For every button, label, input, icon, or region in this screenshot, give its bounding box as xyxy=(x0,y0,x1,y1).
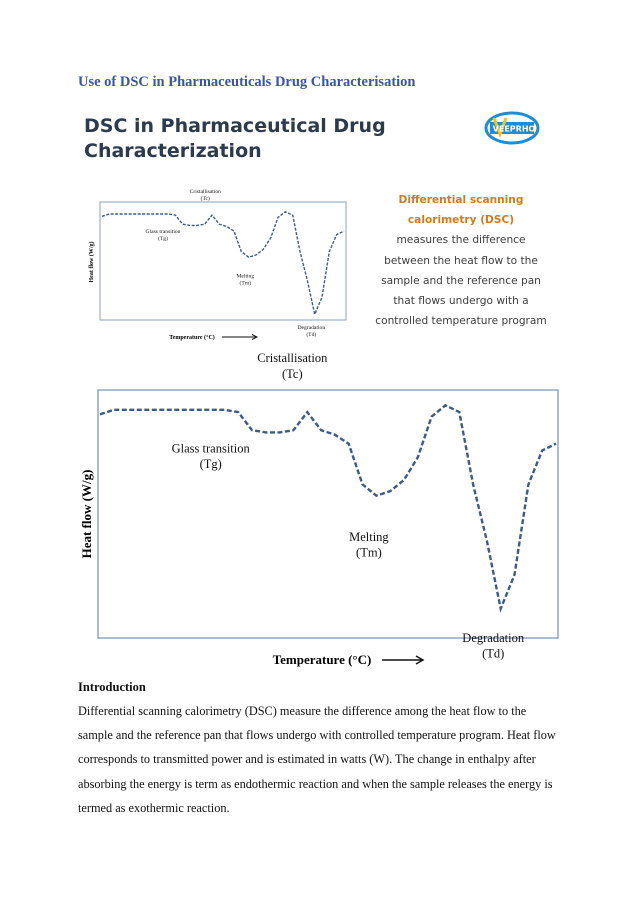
dsc-thermogram-large xyxy=(76,351,562,670)
annotation-label: Cristallisation xyxy=(257,351,328,366)
dsc-description xyxy=(374,190,548,331)
heat-flow-curve xyxy=(100,405,556,608)
chart-frame xyxy=(100,202,346,320)
annotation-symbol: (Tc) xyxy=(281,366,303,381)
annotation-symbol: (Tm) xyxy=(356,545,382,560)
chart-frame xyxy=(98,390,558,638)
y-axis-label: Heat flow (W/g) xyxy=(89,241,95,283)
veeprho-logo-icon xyxy=(484,108,540,148)
annotation-symbol: (Tg) xyxy=(199,457,222,472)
annotation-label: Degradation xyxy=(297,325,326,332)
introduction-heading: Introduction xyxy=(78,680,146,694)
dsc-thermogram-small xyxy=(82,188,352,346)
annotation-symbol: (Tm) xyxy=(239,280,252,287)
introduction-paragraph: Differential scanning calorimetry (DSC) measure the difference among the heat flow to the sample and the reference pan that flows undergo with controlled temperature program. Heat flow corresponds to transmitted power and is estimated in watts (W). The change in enthalpy after absorbing the energy is term as endothermic reaction and when the sample releases the energy is termed as exothermic reaction. xyxy=(78,704,556,815)
annotation-label: Glass transition xyxy=(145,229,181,236)
dsc-description-heading: Differential scanning calorimetry (DSC) xyxy=(398,194,524,227)
infographic-title: DSC in Pharmaceutical Drug Characterization xyxy=(84,115,386,162)
annotation-label: Glass transition xyxy=(171,441,250,456)
annotation-label: Degradation xyxy=(462,630,525,645)
dsc-description-body: measures the difference between the heat flow to the sample and the reference pan that flows undergo with a controlled temperature program xyxy=(375,234,547,328)
annotation-symbol: (Tc) xyxy=(200,195,210,202)
document-title: Use of DSC in Pharmaceuticals Drug Characterisation xyxy=(78,74,416,90)
annotation-label: Cristallisation xyxy=(189,188,221,195)
x-axis-label: Temperature (°C) xyxy=(272,652,372,667)
annotation-symbol: (Td) xyxy=(306,332,317,339)
annotation-label: Melting xyxy=(349,529,389,544)
y-axis-label: Heat flow (W/g) xyxy=(79,469,94,559)
annotation-symbol: (Td) xyxy=(482,646,505,661)
logo-text: VEEPRHO xyxy=(492,124,536,134)
annotation-symbol: (Tg) xyxy=(158,236,168,243)
x-axis-label: Temperature (°C) xyxy=(169,335,215,341)
heat-flow-curve xyxy=(102,212,344,315)
annotation-label: Melting xyxy=(236,273,255,280)
